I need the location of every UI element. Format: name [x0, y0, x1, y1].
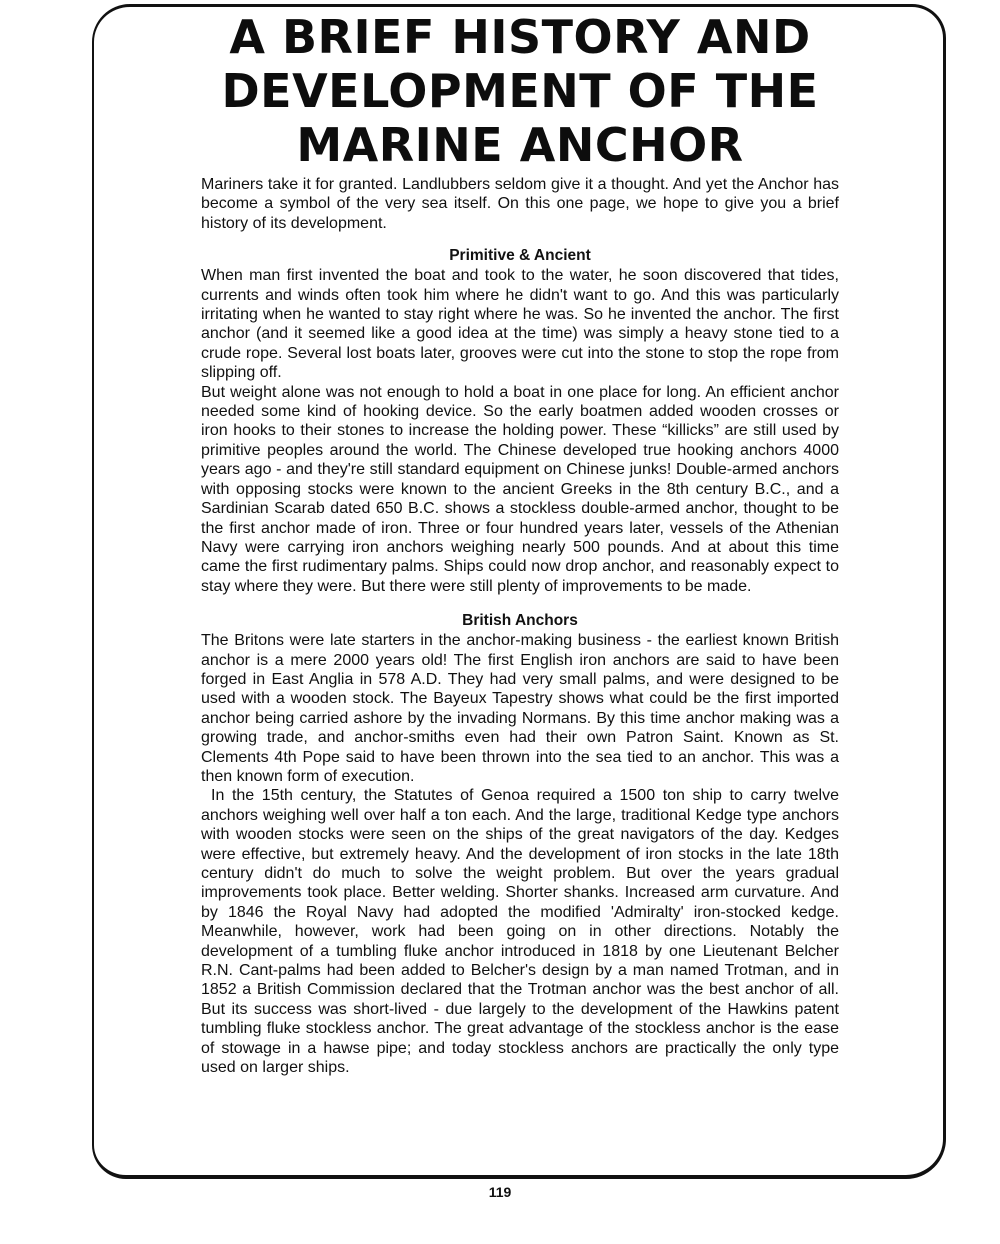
article-title	[201, 10, 839, 172]
primitive-paragraph-1: When man first invented the boat and took to the water, he soon discovered that tides, currents and winds often took him where he didn't want to go. And this was particularly irritating when he wanted to stay right where he was. So he invented the anchor. The first anchor (and it seemed like a good idea at the time) was simply a heavy stone tied to a crude rope. Several lost boats later, grooves were cut into the stone to stop the rope from slipping off.	[201, 267, 839, 382]
page-number: 119	[488, 1184, 512, 1200]
intro-paragraph: Mariners take it for granted. Landlubbers seldom give it a thought. And yet the Anchor has become a symbol of the very sea itself. On this one page, we hope to give you a brief history of its development.	[201, 176, 839, 232]
title-line-1: A BRIEF HISTORY AND	[229, 10, 811, 64]
article	[201, 10, 839, 1077]
section-heading-british-anchors: British Anchors	[462, 612, 578, 630]
british-paragraph-1: The Britons were late starters in the anchor-making business - the earliest known British anchor is a mere 2000 years old! The first English iron anchors are said to have been forged in East Anglia in 578 A.D. They had very small palms, and were designed to be used with a wooden stock. The Bayeux Tapestry shows what could be the first imported anchor being carried ashore by the invading Normans. By this time anchor making was a growing trade, and anchor-smiths even had their own Patron Saint. Known as St. Clements 4th Pope said to have been thrown into the sea tied to an anchor. This was a then known form of execution.	[201, 632, 839, 785]
section-heading-primitive-ancient: Primitive & Ancient	[449, 247, 591, 265]
british-paragraph-2: In the 15th century, the Statutes of Genoa required a 1500 ton ship to carry twelve anchors weighing well over half a ton each. And the large, traditional Kedge type anchors with wooden stocks were seen on the ships of the great navigators of the day. Kedges were effective, but extremely heavy. And the development of iron stocks in the late 18th century didn't do much to solve the weight problem. But over the years gradual improvements took place. Better welding. Shorter shanks. Increased arm curvature. And by 1846 the Royal Navy had adopted the modified 'Admiralty' iron-stocked kedge. Meanwhile, however, work had been going on in other directions. Notably the development of a tumbling fluke anchor introduced in 1818 by one Lieutenant Belcher R.N. Cant-palms had been added to Belcher's design by a man named Trotman, and in 1852 a British Commission declared that the Trotman anchor was the best anchor of all. But its success was short-lived - due largely to the development of the Hawkins patent tumbling fluke stockless anchor. The great advantage of the stockless anchor is the ease of stowage in a hawse pipe; and today stockless anchors are practically the only type used on larger ships.	[201, 787, 839, 1077]
primitive-paragraph-2: But weight alone was not enough to hold a boat in one place for long. An efficient anchor needed some kind of hooking device. So the early boatmen added wooden crosses or iron hooks to their stones to increase the holding power. These “killicks” are still used by primitive peoples around the world. The Chinese developed true hooking anchors 4000 years ago - and they're still standard equipment on Chinese junks! Double-armed anchors with opposing stocks were known to the ancient Greeks in the 8th century B.C., and a Sardinian Scarab dated 650 B.C. shows a stockless double-armed anchor, thought to be the first anchor made of iron. Three or four hundred years later, vessels of the Athenian Navy were carrying iron anchors weighing nearly 500 pounds. And at about this time came the first rudimentary palms. Ships could now drop anchor, and reasonably expect to stay where they were. But there were still plenty of improvements to be made.	[201, 383, 839, 595]
title-line-3: MARINE ANCHOR	[296, 118, 744, 172]
title-line-2: DEVELOPMENT OF THE	[221, 64, 819, 118]
